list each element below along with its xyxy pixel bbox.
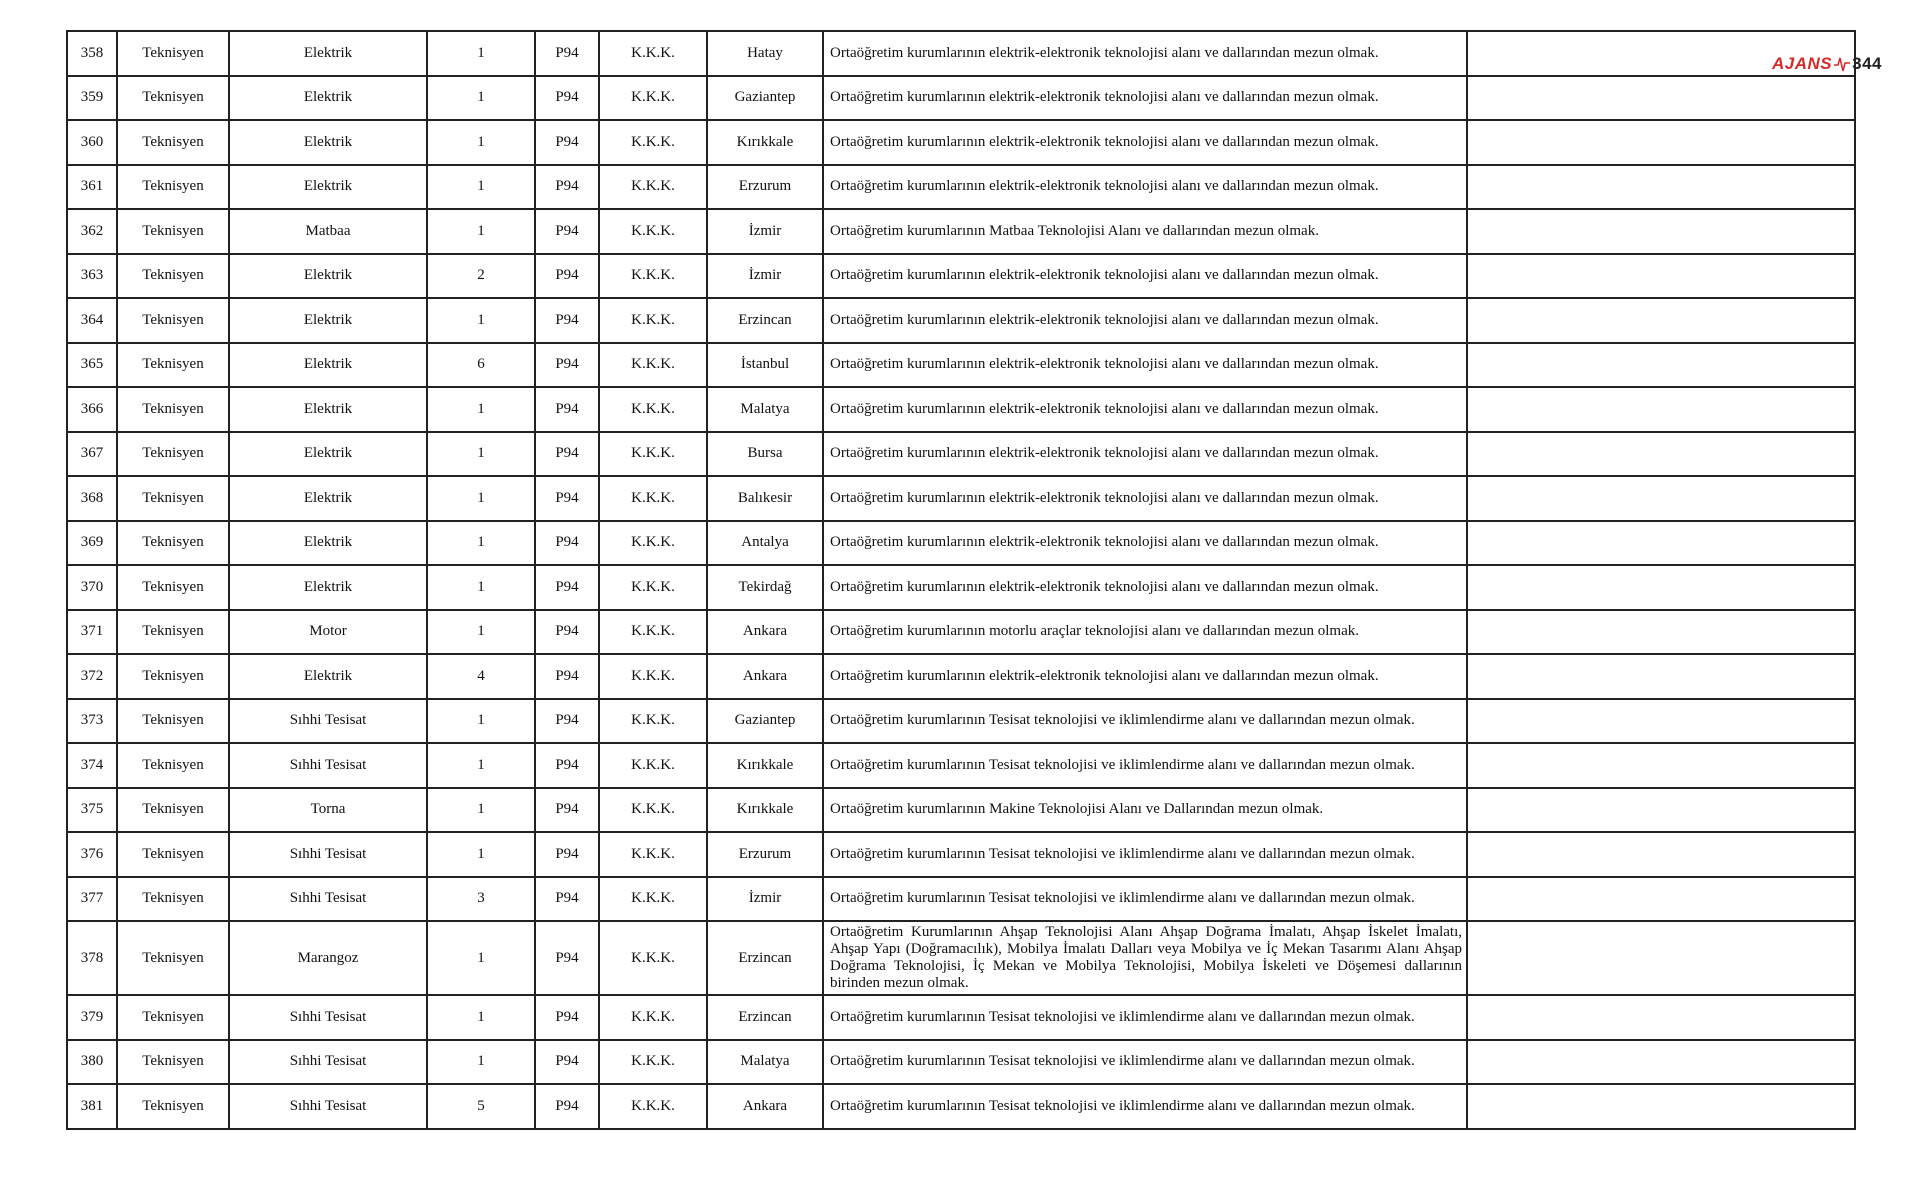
row-number-cell: 367 bbox=[67, 432, 117, 477]
branch-cell: Motor bbox=[229, 610, 427, 655]
table-row bbox=[67, 165, 1855, 210]
requirement-cell: Ortaöğretim Kurumlarının Ahşap Teknolojisi Alanı Ahşap Doğrama İmalatı, Ahşap İskelet İmalatı, Ahşap Yapı (Doğramacılık), Mobilya İmalatı Dalları veya Mobilya ve İç Mekan Tasarımı Alanı Ahşap Doğrama Teknolojisi, İç Mekan ve Mobilya Teknolojisi, Mobilya İskeleti ve Döşemesi dallarının birinden mezun olmak. bbox=[823, 921, 1467, 995]
heartbeat-pulse-icon bbox=[1834, 55, 1850, 73]
position-title-cell: Teknisyen bbox=[117, 610, 229, 655]
requirement-cell: Ortaöğretim kurumlarının elektrik-elektronik teknolojisi alanı ve dallarından mezun olmak. bbox=[823, 343, 1467, 388]
notes-cell bbox=[1467, 699, 1855, 744]
table-row bbox=[67, 476, 1855, 521]
exam-code-cell: P94 bbox=[535, 788, 599, 833]
branch-cell: Matbaa bbox=[229, 209, 427, 254]
position-title-cell: Teknisyen bbox=[117, 877, 229, 922]
table-row bbox=[67, 1040, 1855, 1085]
city-cell: Ankara bbox=[707, 654, 823, 699]
notes-cell bbox=[1467, 165, 1855, 210]
notes-cell bbox=[1467, 476, 1855, 521]
notes-cell bbox=[1467, 743, 1855, 788]
position-title-cell: Teknisyen bbox=[117, 699, 229, 744]
exam-code-cell: P94 bbox=[535, 1040, 599, 1085]
city-cell: Gaziantep bbox=[707, 76, 823, 121]
row-number-cell: 359 bbox=[67, 76, 117, 121]
city-cell: Erzurum bbox=[707, 832, 823, 877]
unit-cell: K.K.K. bbox=[599, 343, 707, 388]
table-row bbox=[67, 298, 1855, 343]
branch-cell: Sıhhi Tesisat bbox=[229, 995, 427, 1040]
row-number-cell: 374 bbox=[67, 743, 117, 788]
city-cell: Malatya bbox=[707, 387, 823, 432]
branch-cell: Sıhhi Tesisat bbox=[229, 1084, 427, 1129]
unit-cell: K.K.K. bbox=[599, 254, 707, 299]
exam-code-cell: P94 bbox=[535, 921, 599, 995]
exam-code-cell: P94 bbox=[535, 995, 599, 1040]
row-number-cell: 368 bbox=[67, 476, 117, 521]
row-number-cell: 381 bbox=[67, 1084, 117, 1129]
city-cell: Kırıkkale bbox=[707, 120, 823, 165]
unit-cell: K.K.K. bbox=[599, 921, 707, 995]
exam-code-cell: P94 bbox=[535, 699, 599, 744]
position-title-cell: Teknisyen bbox=[117, 209, 229, 254]
quota-count-cell: 4 bbox=[427, 654, 535, 699]
notes-cell bbox=[1467, 209, 1855, 254]
unit-cell: K.K.K. bbox=[599, 298, 707, 343]
row-number-cell: 376 bbox=[67, 832, 117, 877]
branch-cell: Elektrik bbox=[229, 298, 427, 343]
table-row bbox=[67, 565, 1855, 610]
city-cell: Tekirdağ bbox=[707, 565, 823, 610]
row-number-cell: 369 bbox=[67, 521, 117, 566]
notes-cell bbox=[1467, 298, 1855, 343]
quota-count-cell: 1 bbox=[427, 165, 535, 210]
table-row bbox=[67, 610, 1855, 655]
unit-cell: K.K.K. bbox=[599, 1040, 707, 1085]
branch-cell: Elektrik bbox=[229, 432, 427, 477]
quota-count-cell: 1 bbox=[427, 995, 535, 1040]
branch-cell: Sıhhi Tesisat bbox=[229, 699, 427, 744]
requirement-cell: Ortaöğretim kurumlarının Makine Teknolojisi Alanı ve Dallarından mezun olmak. bbox=[823, 788, 1467, 833]
unit-cell: K.K.K. bbox=[599, 387, 707, 432]
branch-cell: Elektrik bbox=[229, 521, 427, 566]
table-row bbox=[67, 343, 1855, 388]
row-number-cell: 378 bbox=[67, 921, 117, 995]
unit-cell: K.K.K. bbox=[599, 165, 707, 210]
position-title-cell: Teknisyen bbox=[117, 476, 229, 521]
unit-cell: K.K.K. bbox=[599, 995, 707, 1040]
unit-cell: K.K.K. bbox=[599, 1084, 707, 1129]
branch-cell: Elektrik bbox=[229, 120, 427, 165]
requirement-cell: Ortaöğretim kurumlarının Tesisat teknolojisi ve iklimlendirme alanı ve dallarından mezun olmak. bbox=[823, 877, 1467, 922]
requirement-cell: Ortaöğretim kurumlarının elektrik-elektronik teknolojisi alanı ve dallarından mezun olmak. bbox=[823, 298, 1467, 343]
branch-cell: Marangoz bbox=[229, 921, 427, 995]
row-number-cell: 377 bbox=[67, 877, 117, 922]
unit-cell: K.K.K. bbox=[599, 209, 707, 254]
quota-count-cell: 1 bbox=[427, 699, 535, 744]
exam-code-cell: P94 bbox=[535, 120, 599, 165]
quota-count-cell: 2 bbox=[427, 254, 535, 299]
row-number-cell: 380 bbox=[67, 1040, 117, 1085]
row-number-cell: 363 bbox=[67, 254, 117, 299]
table-body bbox=[67, 31, 1855, 1129]
notes-cell bbox=[1467, 76, 1855, 121]
table-row bbox=[67, 743, 1855, 788]
table-row bbox=[67, 209, 1855, 254]
notes-cell bbox=[1467, 610, 1855, 655]
notes-cell bbox=[1467, 995, 1855, 1040]
quota-count-cell: 1 bbox=[427, 387, 535, 432]
table-row bbox=[67, 877, 1855, 922]
row-number-cell: 371 bbox=[67, 610, 117, 655]
city-cell: Gaziantep bbox=[707, 699, 823, 744]
notes-cell bbox=[1467, 832, 1855, 877]
exam-code-cell: P94 bbox=[535, 432, 599, 477]
row-number-cell: 358 bbox=[67, 31, 117, 76]
city-cell: Malatya bbox=[707, 1040, 823, 1085]
quota-count-cell: 1 bbox=[427, 209, 535, 254]
requirement-cell: Ortaöğretim kurumlarının Matbaa Teknolojisi Alanı ve dallarından mezun olmak. bbox=[823, 209, 1467, 254]
exam-code-cell: P94 bbox=[535, 254, 599, 299]
position-title-cell: Teknisyen bbox=[117, 565, 229, 610]
notes-cell bbox=[1467, 521, 1855, 566]
table-row bbox=[67, 788, 1855, 833]
quota-count-cell: 5 bbox=[427, 1084, 535, 1129]
unit-cell: K.K.K. bbox=[599, 877, 707, 922]
exam-code-cell: P94 bbox=[535, 565, 599, 610]
position-title-cell: Teknisyen bbox=[117, 343, 229, 388]
table-row bbox=[67, 921, 1855, 995]
exam-code-cell: P94 bbox=[535, 476, 599, 521]
quota-count-cell: 1 bbox=[427, 565, 535, 610]
branch-cell: Torna bbox=[229, 788, 427, 833]
notes-cell bbox=[1467, 788, 1855, 833]
table-row bbox=[67, 31, 1855, 76]
position-title-cell: Teknisyen bbox=[117, 254, 229, 299]
branch-cell: Elektrik bbox=[229, 76, 427, 121]
exam-code-cell: P94 bbox=[535, 1084, 599, 1129]
table-row bbox=[67, 387, 1855, 432]
requirement-cell: Ortaöğretim kurumlarının Tesisat teknolojisi ve iklimlendirme alanı ve dallarından mezun olmak. bbox=[823, 995, 1467, 1040]
city-cell: Kırıkkale bbox=[707, 788, 823, 833]
requirement-cell: Ortaöğretim kurumlarının elektrik-elektronik teknolojisi alanı ve dallarından mezun olmak. bbox=[823, 76, 1467, 121]
table-row bbox=[67, 832, 1855, 877]
unit-cell: K.K.K. bbox=[599, 832, 707, 877]
city-cell: Hatay bbox=[707, 31, 823, 76]
exam-code-cell: P94 bbox=[535, 654, 599, 699]
position-title-cell: Teknisyen bbox=[117, 832, 229, 877]
notes-cell bbox=[1467, 654, 1855, 699]
notes-cell bbox=[1467, 877, 1855, 922]
quota-count-cell: 1 bbox=[427, 476, 535, 521]
position-title-cell: Teknisyen bbox=[117, 432, 229, 477]
branch-cell: Elektrik bbox=[229, 476, 427, 521]
notes-cell bbox=[1467, 343, 1855, 388]
city-cell: İstanbul bbox=[707, 343, 823, 388]
requirement-cell: Ortaöğretim kurumlarının Tesisat teknolojisi ve iklimlendirme alanı ve dallarından mezun olmak. bbox=[823, 1084, 1467, 1129]
quota-count-cell: 1 bbox=[427, 743, 535, 788]
city-cell: Erzurum bbox=[707, 165, 823, 210]
requirement-cell: Ortaöğretim kurumlarının elektrik-elektronik teknolojisi alanı ve dallarından mezun olmak. bbox=[823, 654, 1467, 699]
row-number-cell: 360 bbox=[67, 120, 117, 165]
quota-count-cell: 1 bbox=[427, 76, 535, 121]
city-cell: Ankara bbox=[707, 1084, 823, 1129]
city-cell: Balıkesir bbox=[707, 476, 823, 521]
branch-cell: Elektrik bbox=[229, 254, 427, 299]
requirement-cell: Ortaöğretim kurumlarının Tesisat teknolojisi ve iklimlendirme alanı ve dallarından mezun olmak. bbox=[823, 699, 1467, 744]
requirement-cell: Ortaöğretim kurumlarının elektrik-elektronik teknolojisi alanı ve dallarından mezun olmak. bbox=[823, 120, 1467, 165]
city-cell: İzmir bbox=[707, 877, 823, 922]
quota-count-cell: 1 bbox=[427, 1040, 535, 1085]
staff-positions-sheet bbox=[66, 30, 1854, 1130]
notes-cell bbox=[1467, 1084, 1855, 1129]
city-cell: İzmir bbox=[707, 209, 823, 254]
exam-code-cell: P94 bbox=[535, 610, 599, 655]
table-row bbox=[67, 254, 1855, 299]
unit-cell: K.K.K. bbox=[599, 120, 707, 165]
exam-code-cell: P94 bbox=[535, 165, 599, 210]
requirement-cell: Ortaöğretim kurumlarının elektrik-elektronik teknolojisi alanı ve dallarından mezun olmak. bbox=[823, 165, 1467, 210]
branch-cell: Elektrik bbox=[229, 654, 427, 699]
branch-cell: Sıhhi Tesisat bbox=[229, 743, 427, 788]
table-row bbox=[67, 432, 1855, 477]
unit-cell: K.K.K. bbox=[599, 699, 707, 744]
unit-cell: K.K.K. bbox=[599, 743, 707, 788]
unit-cell: K.K.K. bbox=[599, 31, 707, 76]
requirement-cell: Ortaöğretim kurumlarının elektrik-elektronik teknolojisi alanı ve dallarından mezun olmak. bbox=[823, 476, 1467, 521]
unit-cell: K.K.K. bbox=[599, 565, 707, 610]
position-title-cell: Teknisyen bbox=[117, 1040, 229, 1085]
table-row bbox=[67, 699, 1855, 744]
branch-cell: Elektrik bbox=[229, 165, 427, 210]
row-number-cell: 372 bbox=[67, 654, 117, 699]
quota-count-cell: 3 bbox=[427, 877, 535, 922]
city-cell: Erzincan bbox=[707, 298, 823, 343]
row-number-cell: 373 bbox=[67, 699, 117, 744]
unit-cell: K.K.K. bbox=[599, 654, 707, 699]
table-row bbox=[67, 654, 1855, 699]
branch-cell: Elektrik bbox=[229, 387, 427, 432]
city-cell: İzmir bbox=[707, 254, 823, 299]
requirement-cell: Ortaöğretim kurumlarının elektrik-elektronik teknolojisi alanı ve dallarından mezun olmak. bbox=[823, 565, 1467, 610]
requirement-cell: Ortaöğretim kurumlarının elektrik-elektronik teknolojisi alanı ve dallarından mezun olmak. bbox=[823, 521, 1467, 566]
requirement-cell: Ortaöğretim kurumlarının motorlu araçlar teknolojisi alanı ve dallarından mezun olmak. bbox=[823, 610, 1467, 655]
notes-cell bbox=[1467, 432, 1855, 477]
city-cell: Antalya bbox=[707, 521, 823, 566]
exam-code-cell: P94 bbox=[535, 31, 599, 76]
branch-cell: Elektrik bbox=[229, 343, 427, 388]
branch-cell: Sıhhi Tesisat bbox=[229, 1040, 427, 1085]
city-cell: Kırıkkale bbox=[707, 743, 823, 788]
quota-count-cell: 1 bbox=[427, 788, 535, 833]
row-number-cell: 379 bbox=[67, 995, 117, 1040]
row-number-cell: 362 bbox=[67, 209, 117, 254]
position-title-cell: Teknisyen bbox=[117, 743, 229, 788]
requirement-cell: Ortaöğretim kurumlarının elektrik-elektronik teknolojisi alanı ve dallarından mezun olmak. bbox=[823, 432, 1467, 477]
branch-cell: Elektrik bbox=[229, 31, 427, 76]
table-row bbox=[67, 120, 1855, 165]
position-title-cell: Teknisyen bbox=[117, 120, 229, 165]
quota-count-cell: 1 bbox=[427, 120, 535, 165]
exam-code-cell: P94 bbox=[535, 76, 599, 121]
quota-count-cell: 1 bbox=[427, 921, 535, 995]
branch-cell: Elektrik bbox=[229, 565, 427, 610]
row-number-cell: 364 bbox=[67, 298, 117, 343]
unit-cell: K.K.K. bbox=[599, 521, 707, 566]
exam-code-cell: P94 bbox=[535, 743, 599, 788]
row-number-cell: 361 bbox=[67, 165, 117, 210]
notes-cell bbox=[1467, 1040, 1855, 1085]
exam-code-cell: P94 bbox=[535, 387, 599, 432]
requirement-cell: Ortaöğretim kurumlarının Tesisat teknolojisi ve iklimlendirme alanı ve dallarından mezun olmak. bbox=[823, 1040, 1467, 1085]
requirement-cell: Ortaöğretim kurumlarının Tesisat teknolojisi ve iklimlendirme alanı ve dallarından mezun olmak. bbox=[823, 743, 1467, 788]
quota-count-cell: 1 bbox=[427, 298, 535, 343]
exam-code-cell: P94 bbox=[535, 209, 599, 254]
branch-cell: Sıhhi Tesisat bbox=[229, 877, 427, 922]
notes-cell bbox=[1467, 254, 1855, 299]
unit-cell: K.K.K. bbox=[599, 432, 707, 477]
position-title-cell: Teknisyen bbox=[117, 165, 229, 210]
table-row bbox=[67, 995, 1855, 1040]
position-title-cell: Teknisyen bbox=[117, 298, 229, 343]
quota-count-cell: 1 bbox=[427, 832, 535, 877]
city-cell: Ankara bbox=[707, 610, 823, 655]
city-cell: Bursa bbox=[707, 432, 823, 477]
table-row bbox=[67, 1084, 1855, 1129]
unit-cell: K.K.K. bbox=[599, 76, 707, 121]
watermark-brand-red: AJANS bbox=[1772, 54, 1833, 73]
quota-count-cell: 1 bbox=[427, 432, 535, 477]
position-title-cell: Teknisyen bbox=[117, 654, 229, 699]
notes-cell bbox=[1467, 921, 1855, 995]
requirement-cell: Ortaöğretim kurumlarının elektrik-elektronik teknolojisi alanı ve dallarından mezun olmak. bbox=[823, 254, 1467, 299]
position-title-cell: Teknisyen bbox=[117, 921, 229, 995]
notes-cell bbox=[1467, 120, 1855, 165]
row-number-cell: 370 bbox=[67, 565, 117, 610]
row-number-cell: 365 bbox=[67, 343, 117, 388]
quota-count-cell: 1 bbox=[427, 31, 535, 76]
exam-code-cell: P94 bbox=[535, 832, 599, 877]
requirement-cell: Ortaöğretim kurumlarının Tesisat teknolojisi ve iklimlendirme alanı ve dallarından mezun olmak. bbox=[823, 832, 1467, 877]
city-cell: Erzincan bbox=[707, 921, 823, 995]
positions-table bbox=[66, 30, 1856, 1130]
row-number-cell: 366 bbox=[67, 387, 117, 432]
watermark-brand-dark: 344 bbox=[1852, 54, 1882, 73]
position-title-cell: Teknisyen bbox=[117, 995, 229, 1040]
position-title-cell: Teknisyen bbox=[117, 387, 229, 432]
position-title-cell: Teknisyen bbox=[117, 521, 229, 566]
notes-cell bbox=[1467, 565, 1855, 610]
exam-code-cell: P94 bbox=[535, 877, 599, 922]
position-title-cell: Teknisyen bbox=[117, 788, 229, 833]
position-title-cell: Teknisyen bbox=[117, 1084, 229, 1129]
exam-code-cell: P94 bbox=[535, 521, 599, 566]
ajans344-watermark-logo bbox=[1772, 54, 1882, 74]
quota-count-cell: 6 bbox=[427, 343, 535, 388]
unit-cell: K.K.K. bbox=[599, 610, 707, 655]
city-cell: Erzincan bbox=[707, 995, 823, 1040]
quota-count-cell: 1 bbox=[427, 521, 535, 566]
exam-code-cell: P94 bbox=[535, 343, 599, 388]
unit-cell: K.K.K. bbox=[599, 788, 707, 833]
table-row bbox=[67, 76, 1855, 121]
position-title-cell: Teknisyen bbox=[117, 76, 229, 121]
requirement-cell: Ortaöğretim kurumlarının elektrik-elektronik teknolojisi alanı ve dallarından mezun olmak. bbox=[823, 31, 1467, 76]
requirement-cell: Ortaöğretim kurumlarının elektrik-elektronik teknolojisi alanı ve dallarından mezun olmak. bbox=[823, 387, 1467, 432]
notes-cell bbox=[1467, 387, 1855, 432]
branch-cell: Sıhhi Tesisat bbox=[229, 832, 427, 877]
row-number-cell: 375 bbox=[67, 788, 117, 833]
unit-cell: K.K.K. bbox=[599, 476, 707, 521]
quota-count-cell: 1 bbox=[427, 610, 535, 655]
position-title-cell: Teknisyen bbox=[117, 31, 229, 76]
table-row bbox=[67, 521, 1855, 566]
exam-code-cell: P94 bbox=[535, 298, 599, 343]
